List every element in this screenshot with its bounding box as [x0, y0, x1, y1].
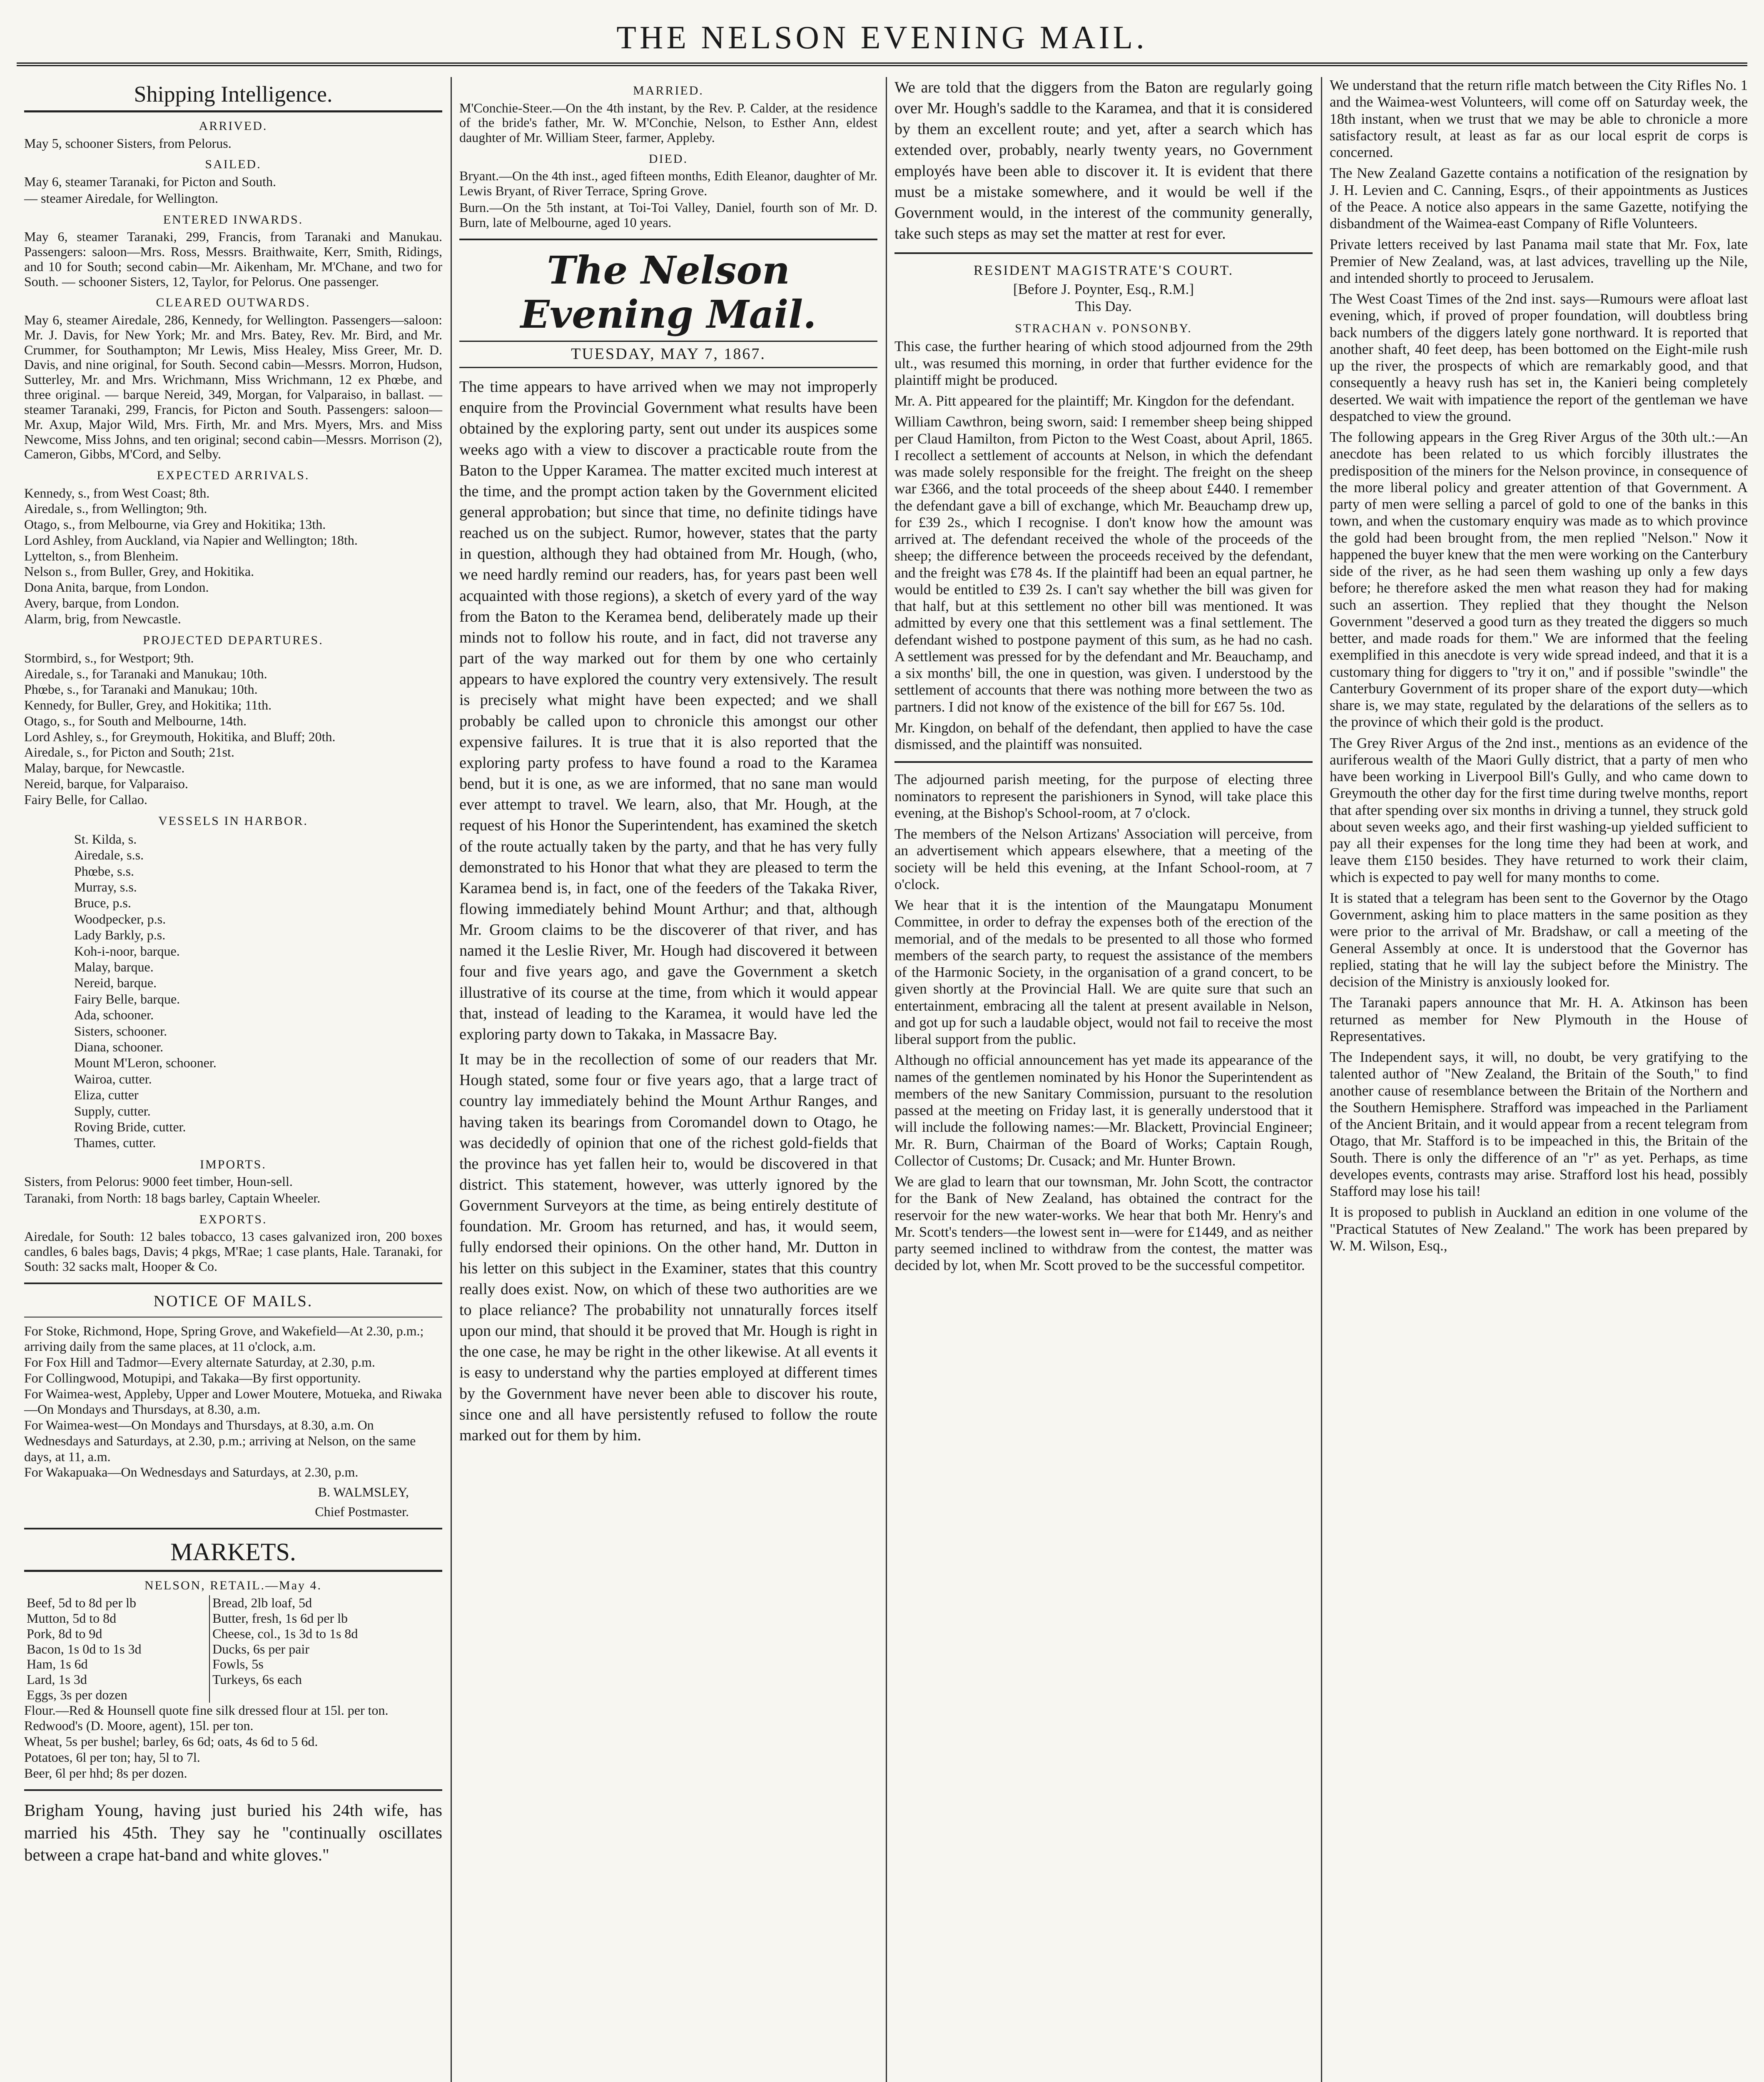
arrived-heading: ARRIVED. — [199, 119, 268, 133]
market-price-item: Fowls, 5s — [212, 1656, 264, 1672]
market-price-item: Bacon, 1s 0d to 1s 3d — [27, 1641, 142, 1656]
vessel-item: Bruce, p.s. — [74, 895, 131, 911]
vessel-item: Airedale, s.s. — [74, 847, 144, 863]
dateline: TUESDAY, MAY 7, 1867. — [459, 341, 877, 368]
vessel-item: Wairoa, cutter. — [74, 1071, 152, 1086]
expected-arrival-item: Kennedy, s., from West Coast; 8th. — [24, 485, 210, 501]
news-paragraph: We understand that the return rifle match between the City Rifles No. 1 and the Waimea-west Volunteers, will come off on Saturday week, the 18th instant, when we trust that we may be able to chronicle a more satisfactory result, at least as far as our local esprit de corps is concerned. — [1330, 77, 1748, 160]
married-heading: MARRIED. — [633, 84, 704, 97]
expected-heading: EXPECTED ARRIVALS. — [157, 468, 310, 483]
departure-item: Otago, s., for South and Melbourne, 14th. — [24, 713, 247, 728]
arrived-text: May 5, schooner Sisters, from Pelorus. — [24, 135, 232, 151]
vessel-item: Malay, barque. — [74, 959, 154, 975]
news-paragraph: The following appears in the Greg River Argus of the 30th ult.:—An anecdote has been related to us which forcibly illustrates the predisposition of the miners for the Nelson province, in consequence of the more liberal policy and greater attention of that Government. A party of men were selling a parcel of gold to one of the banks in this town, and when the customary enquiry was made as to which province the gold had been brought from, the men replied "Nelson." Now it happened the buyer knew that the men were working on the Canterbury side of the river, as he had seen them washing up only a few days before; he therefore asked the men what reason they had for making such an assertion. They replied that they thought the Nelson Government "deserved a good turn as they treated the diggers so much better, and made roads for them." We are informed that the feeling exemplified in this anecdote is very wide spread indeed, and that it is a customary thing for diggers to "try it on," and if possible "swindle" the Canterbury Government of its proper share of the export duty—which share is, we may state, regulated by the delarations of the sellers as to the province of which their gold is the product. — [1330, 429, 1748, 730]
news-paragraph: The Grey River Argus of the 2nd inst., mentions as an evidence of the auriferous wealth of the Maori Gully district, that a party of men who have been working in Liverpool Bill's Gully, and who came down to Greymouth the other day for the first time during twelve months, report that after spending over six months in driving a tunnel, they struck gold about seven weeks ago, and their first washing-up yielded sufficient to pay all their expenses for the long time they had been at work, and leave them £150 besides. They have returned to work their claim, which is expected to pay well for many months to come. — [1330, 735, 1748, 885]
mail-schedule-item: For Wakapuaka—On Wednesdays and Saturdays, at 2.30, p.m. — [24, 1464, 359, 1480]
news-paragraph: We are glad to learn that our townsman, Mr. John Scott, the contractor for the Bank of New Zealand, has obtained the contract for the reservoir for the new water-works. We hear that both Mr. Henry's and Mr. Scott's tenders—the lowest sent in—were for £1449, and as neither party seemed inclined to withdraw from the contest, the matter was decided by lot, when Mr. Scott proved to be the successful competitor. — [894, 1173, 1313, 1274]
column-2 — [452, 77, 885, 2082]
news-paragraph: Although no official announcement has yet made its appearance of the names of the gentlemen nominated by his Honor the Superintendent as members of the new Sanitary Commission, pursuant to the resolution passed at the meeting on Friday last, it is generally understood that it will include the following names:—Mr. Blackett, Provincial Engineer; Mr. R. Burn, Chairman of the Board of Works; Captain Rough, Collector of Customs; Dr. Cusack; and Mr. Hunter Brown. — [894, 1052, 1313, 1169]
vessel-item: Roving Bride, cutter. — [74, 1119, 186, 1134]
departures-heading: PROJECTED DEPARTURES. — [143, 633, 324, 648]
expected-arrival-item: Dona Anita, barque, from London. — [24, 580, 209, 595]
divider — [459, 239, 877, 240]
vessels-list — [24, 831, 442, 1151]
mail-schedule-item: For Stoke, Richmond, Hope, Spring Grove, and Wakefield—At 2.30, p.m.; arriving daily from the same places, at 11 o'clock, a.m. — [24, 1323, 424, 1354]
departure-item: Nereid, barque, for Valparaiso. — [24, 776, 188, 791]
brigham-young-item: Brigham Young, having just buried his 24th wife, has married his 45th. They say he "continually oscillates between a crape hat-band and white gloves." — [24, 1801, 442, 1865]
news-paragraph: The members of the Nelson Artizans' Association will perceive, from an advertisement which appears elsewhere, that a meeting of the society will be held this evening, at the Infant School-room, at 7 o'clock. — [894, 826, 1313, 892]
news-paragraph: The New Zealand Gazette contains a notification of the resignation by J. H. Levien and C. Canning, Esqrs., of their appointments as Justices of the Peace. A notice also appears in the same Gazette, notifying the disbandment of the Waimea-east Company of Rifle Volunteers. — [1330, 165, 1748, 232]
cleared-text: May 6, steamer Airedale, 286, Kennedy, for Wellington. Passengers—saloon: Mr. J. Davis, for New York; Mr. and Mrs. Batey, Rev. Mr. Bird, and Mr. Crummer, for Southampton; Mr Lewis, Miss Healey, Miss Greer, Mr. D. Davis, and nine original, for South. Second cabin—Messrs. Morron, Hudson, Sutterley, Mr. and Mrs. Wrichmann, Miss Wrichmann, 12 ex Phœbe, and three original. — barque Nereid, 349, Morgan, for Valparaiso, in ballast. — steamer Taranaki, 299, Francis, for Picton and South. Passengers: saloon—Mr. Axup, Major Wild, Mrs. Firth, Mr. and Mrs. Myers, Mrs. and Miss Newcome, Miss Johns, and ten original; second cabin—Messrs. Morrison (2), Cameron, Gibbs, M'Cord, and Selby. — [24, 312, 442, 462]
vessels-heading: VESSELS IN HARBOR. — [158, 814, 308, 828]
expected-list — [24, 486, 442, 627]
market-price-item: Ducks, 6s per pair — [212, 1641, 309, 1656]
vessel-item: St. Kilda, s. — [74, 831, 137, 847]
column-4 — [1322, 77, 1755, 2082]
court-paragraph: This case, the further hearing of which stood adjourned from the 29th ult., was resumed this morning, in order that further evidence for the plaintiff might be produced. — [894, 338, 1313, 388]
court-paragraph: Mr. Kingdon, on behalf of the defendant, then applied to have the case dismissed, and the plaintiff was nonsuited. — [894, 719, 1313, 753]
entered-heading: ENTERED INWARDS. — [163, 212, 304, 227]
markets-right-column — [209, 1595, 442, 1703]
expected-arrival-item: Avery, barque, from London. — [24, 595, 179, 610]
markets-notes — [24, 1703, 442, 1781]
vessel-item: Thames, cutter. — [74, 1135, 156, 1151]
market-price-item: Beef, 5d to 8d per lb — [27, 1595, 137, 1611]
divider — [24, 1528, 442, 1529]
editorial-paragraph: The time appears to have arrived when we may not improperly enquire from the Provincial Government what results have been obtained by the exploring party, sent out under its auspices some weeks ago with a view to discover a practicable route from the Baton to the Upper Karamea. The matter excited much interest at the time, and the prompt action taken by the Government elicited general approbation; but since that time, no definite tidings have reached us on the subject. Rumor, however, states that the party in question, although they had obtained from Mr. Hough, (who, we need hardly remind our readers, has, for years past been well acquainted with those regions), a sketch of every yard of the way from the Baton to the Keramea bend, deliberately made up their minds not to follow his route, and in fact, did not traverse any part of the way marked out for them by one who certainly appears to have explored the country very extensively. The result is precisely what might have been expected; and we shall probably be called upon to chronicle this amongst our other expensive failures. It is true that it is also reported that the exploring party profess to have found a road to the Karamea bend, but it is one, as we are informed, that no sane man would ever attempt to travel. We learn, also, that Mr. Hough, at the request of his Honor the Superintendent, has examined the sketch of the route actually taken by the party, and that he has very fully demonstrated to his Honor that what they are pleased to term the Karamea bend is, in fact, one of the feeders of the Takaka River, flowing immediately behind Mount Arthur; and that, although Mr. Groom claims to be the discoverer of that river, and has named it the Leslie River, Mr. Hough had discovered it between four and five years ago, and gave the Government a sketch illustrative of its course at the time, from which it would appear that, instead of leading to the Karamea, it would have led the exploring party down to Takaka, in Massacre Bay. — [459, 378, 877, 1043]
editorial-paragraph: It may be in the recollection of some of our readers that Mr. Hough stated, some four or five years ago, that a large tract of country lay immediately behind the Mount Arthur Ranges, and having taken its bearings from Coromandel down to Otago, he was decidedly of opinion that one of the richest gold-fields that the province has yet fallen heir to, would be discovered in that district. This statement, however, was utterly ignored by the Government Surveyors at the time, as being entirely destitute of foundation. Mr. Groom has returned, and has, it would seem, fully endorsed their opinions. On the other hand, Mr. Dutton in his letter on this subject in the Examiner, states that this country really does exist. Now, on which of these two authorities are we to place reliance? The probability not unnaturally forces itself upon our mind, that should it be proved that Mr. Hough is right in the one case, he may be right in the other likewise. At all events it is easy to understand why the parties employed at different times by the Government have never been able to discover his route, since one and all have persistently refused to follow the route marked out for them by him. — [459, 1051, 877, 1444]
entered-text: May 6, steamer Taranaki, 299, Francis, from Taranaki and Manukau. Passengers: saloon—Mrs. Ross, Messrs. Braithwaite, Kerr, Smith, Ridings, and 10 for South; second cabin—Mr. Aikenham, Mr. M'Chane, and two for South. — schooner Sisters, 12, Taylor, for Pelorus. One passenger. — [24, 229, 442, 289]
departure-item: Kennedy, for Buller, Grey, and Hokitika; 11th. — [24, 697, 272, 713]
column-3 — [887, 77, 1320, 2082]
market-price-item: Pork, 8d to 9d — [27, 1626, 102, 1641]
market-price-item: Lard, 1s 3d — [27, 1672, 87, 1687]
column-1 — [17, 77, 450, 2082]
court-case: STRACHAN v. PONSONBY. — [1015, 321, 1192, 335]
news-paragraph: The adjourned parish meeting, for the purpose of electing three nominators to represent the parishioners in Synod, will take place this evening, at the Bishop's School-room, at 7 o'clock. — [894, 771, 1313, 821]
vessel-item: Nereid, barque. — [74, 975, 157, 991]
market-note: Flour.—Red & Hounsell quote fine silk dressed flour at 15l. per ton. Redwood's (D. Moore, agent), 15l. per ton. — [24, 1702, 389, 1733]
vessel-item: Koh-i-noor, barque. — [74, 943, 180, 959]
vessel-item: Lady Barkly, p.s. — [74, 927, 166, 943]
vessel-item: Diana, schooner. — [74, 1039, 164, 1054]
markets-title: MARKETS. — [24, 1538, 442, 1572]
expected-arrival-item: Lyttelton, s., from Blenheim. — [24, 548, 179, 563]
vessel-item: Murray, s.s. — [74, 879, 137, 895]
vessel-item: Ada, schooner. — [74, 1007, 154, 1023]
masthead — [17, 12, 1747, 66]
court-title: RESIDENT MAGISTRATE'S COURT. — [973, 263, 1234, 279]
vessel-item: Supply, cutter. — [74, 1103, 151, 1118]
mail-schedule-item: For Fox Hill and Tadmor—Every alternate Saturday, at 2.30, p.m. — [24, 1355, 375, 1370]
departure-item: Phœbe, s., for Taranaki and Manukau; 10th. — [24, 682, 258, 697]
departure-item: Lord Ashley, s., for Greymouth, Hokitika, and Bluff; 20th. — [24, 729, 336, 744]
market-price-item: Turkeys, 6s each — [212, 1672, 302, 1687]
vessel-item: Woodpecker, p.s. — [74, 911, 166, 926]
exports-heading: EXPORTS. — [199, 1212, 267, 1226]
news-paragraph: Private letters received by last Panama mail state that Mr. Fox, late Premier of New Zealand, was, at last advices, travelling up the Nile, and intended shortly to proceed to Jerusalem. — [1330, 236, 1748, 286]
expected-arrival-item: Alarm, brig, from Newcastle. — [24, 611, 181, 626]
news-paragraph: It is stated that a telegram has been sent to the Governor by the Otago Government, asking him to place matters in the same position as they were prior to the arrival of Mr. Bradshaw, or call a meeting of the General Assembly at once. It is understood that the Governor has replied, stating that he will lay the subject before the Ministry. The decision of the Ministry is anxiously looked for. — [1330, 889, 1748, 990]
market-note: Wheat, 5s per bushel; barley, 6s 6d; oats, 4s 6d to 5 6d. — [24, 1734, 318, 1749]
expected-arrival-item: Otago, s., from Melbourne, via Grey and Hokitika; 13th. — [24, 517, 326, 532]
shipping-title: Shipping Intelligence. — [24, 81, 442, 112]
market-price-item: Mutton, 5d to 8d — [27, 1610, 117, 1626]
market-note: Potatoes, 6l per ton; hay, 5l to 7l. — [24, 1749, 200, 1765]
mails-list — [24, 1323, 442, 1481]
vessel-item: Sisters, schooner. — [74, 1023, 167, 1039]
editorial-continuation: We are told that the diggers from the Baton are regularly going over Mr. Hough's saddle to the Karamea, and that it is considered by them an excellent route; and yet, after a search which has extended over, probably, nearly twenty years, no Government employés have been able to discover it. It is evident that there must be a mistake somewhere, and it would be well if the Government would, in the interest of the community generally, take such steps as may set the matter at rest for ever. — [894, 79, 1313, 243]
market-price-item: Cheese, col., 1s 3d to 1s 8d — [212, 1626, 358, 1641]
postmaster-title: Chief Postmaster. — [315, 1504, 409, 1519]
vessel-item: Fairy Belle, barque. — [74, 991, 180, 1006]
sailed-item: May 6, steamer Taranaki, for Picton and South. — [24, 174, 277, 189]
court-paragraph: Mr. A. Pitt appeared for the plaintiff; Mr. Kingdon for the defendant. — [894, 393, 1295, 409]
markets-subtitle: NELSON, RETAIL.—May 4. — [144, 1578, 322, 1592]
departure-item: Malay, barque, for Newcastle. — [24, 760, 185, 776]
markets-left-column — [24, 1595, 209, 1703]
divider — [24, 1789, 442, 1791]
vessel-item: Phœbe, s.s. — [74, 863, 135, 879]
expected-arrival-item: Lord Ashley, from Auckland, via Napier and Wellington; 18th. — [24, 532, 358, 548]
expected-arrival-item: Nelson s., from Buller, Grey, and Hokitika. — [24, 564, 254, 579]
died-notice: Bryant.—On the 4th inst., aged fifteen months, Edith Eleanor, daughter of Mr. Lewis Bryant, of River Terrace, Spring Grove. — [459, 168, 877, 199]
mail-schedule-item: For Waimea-west—On Mondays and Thursdays, at 8.30, a.m. On Wednesdays and Saturdays, at 2.30, p.m.; arriving at Nelson, on the same days, at 11, a.m. — [24, 1417, 416, 1464]
news-paragraph: The Independent says, it will, no doubt, be very gratifying to the talented author of "New Zealand, the Britain of the South," to find another cause of resemblance between the Britain of the Northern and the Southern Hemisphere. Strafford was impeached in the Parliament of the Ancient Britain, and it would appear from a recent telegram from Otago, that Mr. Stafford is to be impeached in this, the Britain of the South. There is only the difference of an "r" as yet. Perhaps, as time developes events, contrasts may arise. Strafford lost his head, possibly Stafford may lose his tail! — [1330, 1049, 1748, 1199]
mail-schedule-item: For Collingwood, Motupipi, and Takaka—By first opportunity. — [24, 1370, 361, 1385]
market-price-item: Ham, 1s 6d — [27, 1656, 88, 1672]
market-price-item: Eggs, 3s per dozen — [27, 1687, 127, 1702]
exports-text: Airedale, for South: 12 bales tobacco, 13 cases galvanized iron, 200 boxes candles, 6 bales bags, Davis; 4 pkgs, M'Rae; 1 case plants, Hale. Taranaki, for South: 32 sacks malt, Hooper & Co. — [24, 1229, 442, 1274]
departure-item: Airedale, s., for Picton and South; 21st. — [24, 745, 234, 760]
departure-item: Fairy Belle, for Callao. — [24, 792, 147, 807]
vessel-item: Mount M'Leron, schooner. — [74, 1055, 217, 1071]
vessel-item: Eliza, cutter — [74, 1087, 139, 1103]
newspaper-flag: The Nelson Evening Mail. — [520, 247, 817, 337]
imports-item: Sisters, from Pelorus: 9000 feet timber, Houn-sell. — [24, 1174, 293, 1189]
court-day: This Day. — [1075, 298, 1132, 314]
imports-item: Taranaki, from North: 18 bags barley, Captain Wheeler. — [24, 1190, 321, 1206]
died-heading: DIED. — [648, 152, 688, 166]
postmaster-name: B. WALMSLEY, — [318, 1484, 409, 1500]
sailed-item: — steamer Airedale, for Wellington. — [24, 190, 219, 206]
imports-heading: IMPORTS. — [200, 1157, 267, 1171]
market-price-item: Bread, 2lb loaf, 5d — [212, 1595, 312, 1611]
departures-list — [24, 650, 442, 808]
news-paragraph: It is proposed to publish in Auckland an edition in one volume of the "Practical Statutes of New Zealand." The work has been prepared by W. M. Wilson, Esq., — [1330, 1204, 1748, 1254]
sailed-heading: SAILED. — [205, 157, 262, 172]
market-note: Beer, 6l per hhd; 8s per dozen. — [24, 1765, 187, 1781]
news-paragraph: The West Coast Times of the 2nd inst. says—Rumours were afloat last evening, which, if proved of proper foundation, will doubtless bring back numbers of the diggers lately gone northward. It is reported that another shaft, 40 feet deep, has been bottomed on the Eight-mile rush up the river, the prospects of which are remarkably good, and that consequently a heavy rush has set in, the Kanieri being completely deserted. We wait with impatience the report of the gentleman we have despatched to view the ground. — [1330, 291, 1748, 424]
news-paragraph: We hear that it is the intention of the Maungatapu Monument Committee, in order to defray the expenses both of the erection of the memorial, and of the medals to be presented to all those who formed members of the search party, to request the assistance of the members of the Harmonic Society, in the organisation of a grand concert, to be given shortly at the Provincial Hall. We are quite sure that such an entertainment, embracing all the talent at present available in Nelson, and got up for such a laudable object, would not fail to receive the most liberal support from the public. — [894, 897, 1313, 1048]
mail-schedule-item: For Waimea-west, Appleby, Upper and Lower Moutere, Motueka, and Riwaka—On Mondays and Thursdays, at 8.30, a.m. — [24, 1386, 442, 1417]
departure-item: Airedale, s., for Taranaki and Manukau; 10th. — [24, 666, 267, 681]
expected-arrival-item: Airedale, s., from Wellington; 9th. — [24, 501, 207, 516]
married-notice: M'Conchie-Steer.—On the 4th instant, by the Rev. P. Calder, at the residence of the bride's father, Mr. W. M'Conchie, Nelson, to Esther Ann, eldest daughter of Mr. William Steer, farmer, Appleby. — [459, 100, 877, 145]
news-paragraph: The Taranaki papers announce that Mr. H. A. Atkinson has been returned as member for New Plymouth in the House of Representatives. — [1330, 994, 1748, 1044]
court-magistrate: [Before J. Poynter, Esq., R.M.] — [1013, 281, 1194, 298]
divider — [24, 1283, 442, 1284]
market-price-item: Butter, fresh, 1s 6d per lb — [212, 1610, 348, 1626]
court-paragraph: William Cawthron, being sworn, said: I remember sheep being shipped per Claud Hamilton, from Picton to the West Coast, about April, 1865. I recollect a settlement of accounts at Nelson, in which the defendant was made solely responsible for the freight. The freight on the sheep war £366, and the total proceeds of the sheep about £440. I remember the defendant gave a bill of exchange, which Mr. Beauchamp drew up, for £39 2s., which I recognise. I don't know how the amount was arrived at. The defendant received the whole of the proceeds of the sheep; the difference between the proceeds received by the defendant, and the freight was £78 4s. If the plaintiff had been an equal partner, he would be entitled to £39 2s. I can't say whether the bill was given for that half, but at this settlement no other bill was mentioned. It was admitted by every one that this settlement was a final settlement. The defendant wished to postpone payment of this sum, as he had no cash. A settlement was pressed for by the defendant and Mr. Beauchamp, and a six months' bill, the one in question, was given. I understood by the settlement of accounts that there was nothing more between the two as partners. I did not know of the existence of the bill for £67 5s. 10d. — [894, 413, 1313, 715]
divider — [894, 761, 1313, 763]
departure-item: Stormbird, s., for Westport; 9th. — [24, 650, 194, 665]
cleared-heading: CLEARED OUTWARDS. — [156, 296, 311, 310]
mails-title: NOTICE OF MAILS. — [153, 1292, 313, 1310]
markets-table — [24, 1595, 442, 1703]
died-notice: Burn.—On the 5th instant, at Toi-Toi Valley, Daniel, fourth son of Mr. D. Burn, late of Melbourne, aged 10 years. — [459, 200, 877, 230]
divider — [894, 252, 1313, 254]
newspaper-title: THE NELSON EVENING MAIL. — [616, 19, 1148, 55]
